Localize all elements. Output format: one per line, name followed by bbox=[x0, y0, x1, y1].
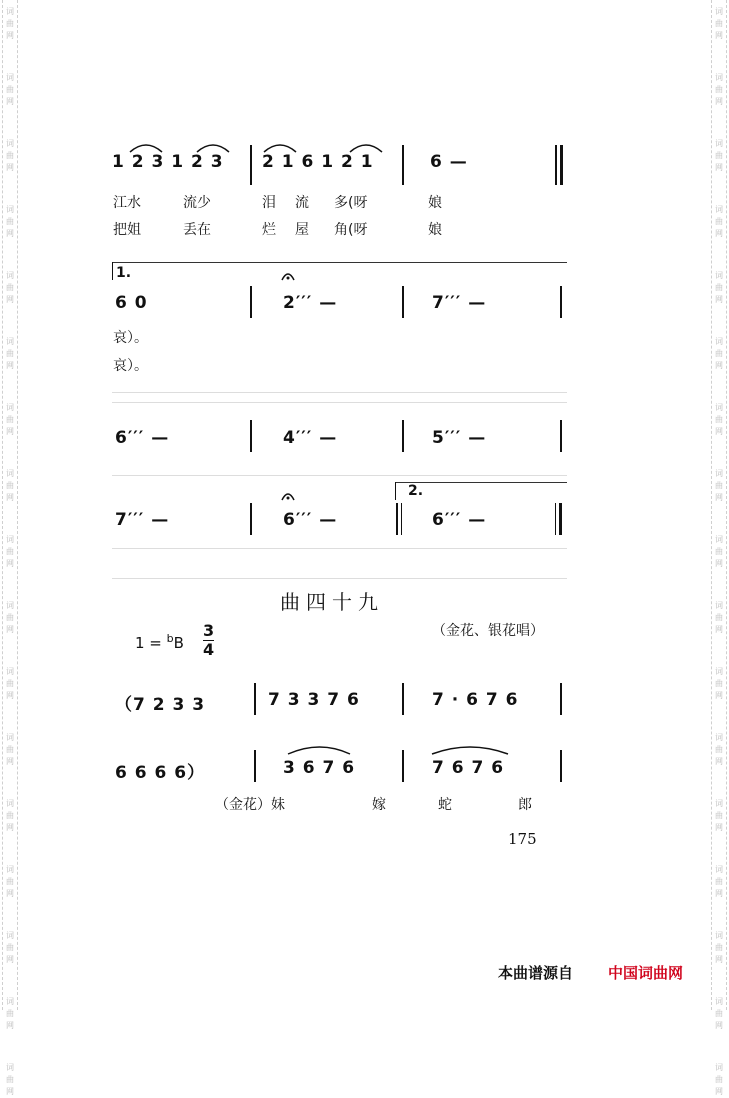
lyric-1-d: 流 bbox=[295, 195, 309, 211]
faint-rule bbox=[112, 548, 567, 549]
volta-edge bbox=[395, 482, 396, 500]
source-label: 本曲谱源自 bbox=[498, 964, 574, 982]
watermark-text: 词曲网 bbox=[6, 271, 14, 304]
barline bbox=[402, 420, 404, 452]
barline bbox=[560, 750, 562, 782]
lyric-2-d: 屋 bbox=[295, 222, 309, 238]
row4-measure-2: 6′′′ — bbox=[283, 510, 338, 530]
watermark-text: 词曲网 bbox=[715, 799, 723, 832]
end-barline-thin bbox=[555, 503, 556, 535]
watermark-text: 词曲网 bbox=[715, 931, 723, 964]
repeat-barline-thin bbox=[401, 503, 402, 535]
page-number: 175 bbox=[508, 830, 537, 848]
faint-rule bbox=[112, 475, 567, 476]
lyric-2-e: 角(呀 bbox=[334, 222, 368, 238]
watermark-text: 词曲网 bbox=[6, 139, 14, 172]
watermark-text: 词曲网 bbox=[715, 1063, 723, 1096]
volta-1-label: 1. bbox=[116, 265, 132, 281]
watermark-text: 词曲网 bbox=[6, 73, 14, 106]
time-bottom: 4 bbox=[203, 640, 215, 659]
left-watermark-strip bbox=[2, 0, 18, 1096]
song-lyric-3: 蛇 bbox=[438, 797, 452, 813]
volta-bracket bbox=[112, 262, 567, 263]
row4-measure-1: 7′′′ — bbox=[115, 510, 170, 530]
watermark-text: 词曲网 bbox=[715, 601, 723, 634]
watermark-text: 词曲网 bbox=[6, 205, 14, 238]
watermark-text: 词曲网 bbox=[6, 337, 14, 370]
volta-2-label: 2. bbox=[408, 483, 424, 499]
key-flat: b bbox=[166, 632, 174, 645]
row3-measure-3: 5′′′ — bbox=[432, 428, 487, 448]
lyric-1-e: 多(呀 bbox=[334, 195, 368, 211]
watermark-text: 词曲网 bbox=[715, 733, 723, 766]
watermark-text: 词曲网 bbox=[6, 733, 14, 766]
lyric-2-a: 把姐 bbox=[113, 222, 141, 238]
barline bbox=[250, 503, 252, 535]
barline bbox=[402, 683, 404, 715]
song-row2-measure-3: 7 6 7 6 bbox=[432, 758, 505, 778]
watermark-text: 词曲网 bbox=[6, 997, 14, 1030]
row3-measure-2: 4′′′ — bbox=[283, 428, 338, 448]
barline bbox=[402, 286, 404, 318]
song-lyric-2: 嫁 bbox=[372, 797, 386, 813]
time-signature bbox=[203, 622, 214, 659]
lyric-1-c: 泪 bbox=[262, 195, 276, 211]
row2-measure-3: 7′′′ — bbox=[432, 293, 487, 313]
song-lyric-4: 郎 bbox=[518, 797, 532, 813]
lyric-2-c: 烂 bbox=[262, 222, 276, 238]
row4-measure-3: 6′′′ — bbox=[432, 510, 487, 530]
song-row2-measure-1: 6 6 6 6） bbox=[115, 763, 206, 783]
lyric-3: 哀）。 bbox=[113, 330, 148, 346]
watermark-text: 词曲网 bbox=[715, 337, 723, 370]
barline bbox=[254, 683, 256, 715]
barline bbox=[250, 286, 252, 318]
song-row2-measure-2: 3 6 7 6 bbox=[283, 758, 356, 778]
key-signature bbox=[135, 632, 184, 652]
lyric-1-a: 江水 bbox=[113, 195, 141, 211]
lyric-1-f: 娘 bbox=[428, 195, 442, 211]
barline bbox=[250, 420, 252, 452]
barline bbox=[254, 750, 256, 782]
measure-1-notes: 1 2 3 1 2 3 bbox=[112, 152, 224, 172]
time-top: 3 bbox=[203, 621, 215, 640]
watermark-text: 词曲网 bbox=[6, 865, 14, 898]
barline bbox=[560, 420, 562, 452]
lyric-4: 哀）。 bbox=[113, 358, 148, 374]
slur-marks-row2 bbox=[280, 740, 560, 756]
fermata-mark bbox=[280, 268, 296, 282]
row2-measure-1: 6 0 bbox=[115, 293, 148, 313]
key-note: B bbox=[173, 634, 184, 652]
watermark-text: 词曲网 bbox=[715, 139, 723, 172]
fermata-mark bbox=[280, 488, 296, 502]
song-title: 曲四十九 bbox=[280, 590, 384, 614]
barline bbox=[560, 683, 562, 715]
watermark-text: 词曲网 bbox=[6, 601, 14, 634]
repeat-barline bbox=[396, 503, 398, 535]
watermark-text: 词曲网 bbox=[715, 403, 723, 436]
watermark-text: 词曲网 bbox=[715, 535, 723, 568]
watermark-text: 词曲网 bbox=[715, 865, 723, 898]
watermark-text: 词曲网 bbox=[715, 469, 723, 502]
volta-edge bbox=[112, 262, 113, 280]
lyric-2-f: 娘 bbox=[428, 222, 442, 238]
site-name[interactable]: 中国词曲网 bbox=[608, 964, 684, 982]
song-row1-measure-2: 7 3 3 7 6 bbox=[268, 690, 360, 710]
watermark-text: 词曲网 bbox=[715, 73, 723, 106]
singers-credit: （金花、银花唱） bbox=[432, 623, 544, 639]
lyric-2-b: 丢在 bbox=[183, 222, 211, 238]
lyric-1-b: 流少 bbox=[183, 195, 211, 211]
watermark-text: 词曲网 bbox=[6, 931, 14, 964]
right-watermark-strip bbox=[711, 0, 727, 1096]
barline bbox=[560, 286, 562, 318]
watermark-text: 词曲网 bbox=[6, 1063, 14, 1096]
song-lyric-1: （金花）妹 bbox=[215, 797, 285, 813]
song-row1-measure-1: （7 2 3 3 bbox=[115, 695, 206, 715]
song-row1-measure-3: 7 · 6 7 6 bbox=[432, 690, 519, 710]
watermark-text: 词曲网 bbox=[6, 7, 14, 40]
watermark-text: 词曲网 bbox=[6, 667, 14, 700]
row2-measure-2: 2′′′ — bbox=[283, 293, 338, 313]
barline bbox=[402, 750, 404, 782]
slur-marks bbox=[112, 138, 572, 154]
watermark-text: 词曲网 bbox=[6, 403, 14, 436]
key-prefix: 1 = bbox=[135, 634, 167, 652]
faint-rule bbox=[112, 392, 567, 393]
watermark-text: 词曲网 bbox=[6, 469, 14, 502]
watermark-text: 词曲网 bbox=[6, 535, 14, 568]
row3-measure-1: 6′′′ — bbox=[115, 428, 170, 448]
watermark-text: 词曲网 bbox=[715, 271, 723, 304]
watermark-text: 词曲网 bbox=[6, 799, 14, 832]
measure-2-notes: 2 1 6 1 2 1 bbox=[262, 152, 374, 172]
watermark-text: 词曲网 bbox=[715, 667, 723, 700]
watermark-text: 词曲网 bbox=[715, 997, 723, 1030]
faint-rule bbox=[112, 402, 567, 403]
watermark-text: 词曲网 bbox=[715, 205, 723, 238]
faint-rule bbox=[112, 578, 567, 579]
measure-3-notes: 6 — bbox=[430, 152, 468, 172]
end-barline-thick bbox=[559, 503, 562, 535]
watermark-text: 词曲网 bbox=[715, 7, 723, 40]
